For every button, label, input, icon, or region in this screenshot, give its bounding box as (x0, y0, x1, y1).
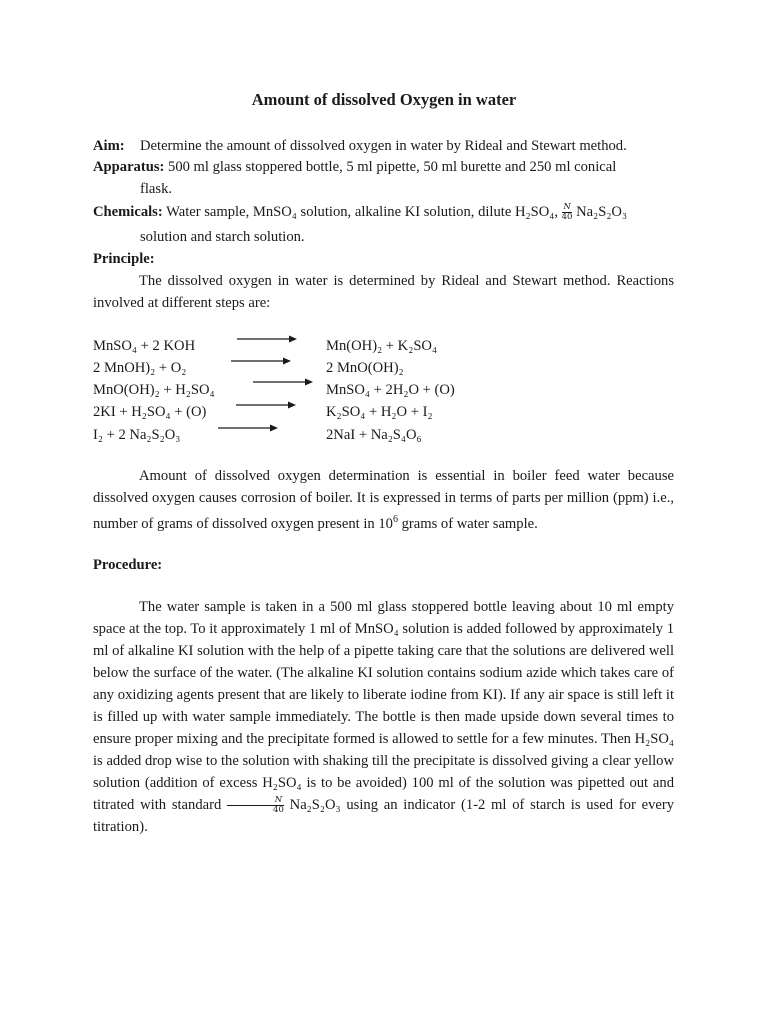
reaction-lhs: 2 MnOH)₂ + O₂ (93, 360, 187, 376)
exponent: 6 (392, 514, 398, 525)
reaction-rhs: K₂SO₄ + H₂O + I₂ (326, 404, 433, 420)
chemicals-reagent: Na₂S₂O₃ (576, 204, 628, 220)
reaction-arrow-icon (237, 334, 297, 344)
apparatus-label: Apparatus: (93, 159, 165, 175)
normality-fraction: $\frac{N}{40}$ (227, 796, 284, 815)
reaction-arrow-icon (218, 423, 278, 433)
principle-paragraph: The dissolved oxygen in water is determined by Rideal and Stewart method. Reactions involved at different steps are: (93, 273, 674, 311)
reaction-lhs: 2KI + H₂SO₄ + (O) (93, 404, 207, 420)
reaction-lhs: I₂ + 2 Na₂S₂O₃ (93, 427, 181, 443)
chemicals-text: Water sample, MnSO₄ solution, alkaline KI solution, dilute H₂SO₄, (166, 204, 558, 220)
aim-label: Aim: (93, 138, 125, 154)
procedure-label: Procedure: (93, 557, 163, 573)
reaction-lhs: MnO(OH)₂ + H₂SO₄ (93, 382, 215, 398)
chemicals-line-1 (93, 203, 627, 222)
reaction-arrow-icon (253, 377, 313, 387)
principle-label: Principle: (93, 251, 155, 267)
reaction-lhs: MnSO₄ + 2 KOH (93, 338, 196, 354)
apparatus-text: 500 ml glass stoppered bottle, 5 ml pipette, 50 ml burette and 250 ml conical (168, 159, 617, 175)
importance-paragraph: Amount of dissolved oxygen determination is essential in boiler feed water because dissolved oxygen causes corrosion of boiler. It is expressed in terms of parts per million (ppm) i.e., number of grams of dissolved oxygen present in $10^6$ grams of water sample. (93, 468, 674, 532)
chemicals-label: Chemicals: (93, 204, 163, 220)
aim-text: Determine the amount of dissolved oxygen in water by Rideal and Stewart method. (140, 138, 627, 154)
reaction-arrow-icon (231, 356, 291, 366)
reaction-rhs: Mn(OH)₂ + K₂SO₄ (326, 338, 438, 354)
procedure-paragraph: The water sample is taken in a 500 ml glass stoppered bottle leaving about 10 ml empty space at the top. To it approximately 1 ml of MnSO₄ solution is added followed by approximately 1 ml of alkaline KI solution with the help of a pipette taking care that the solutions are delivered well below the surface of the water. (The alkaline KI solution contains sodium azide which takes care of any oxidizing agents present that are likely to liberate iodine from KI). If any air space is still left it is filled up with water sample immediately. The bottle is then made upside down several times to ensure proper mixing and the precipitate formed is allowed to settle for a few minutes. Then H₂SO₄ is added drop wise to the solution with shaking till the precipitate is dissolved giving a clear yellow solution (addition of excess H₂SO₄ is to be avoided) 100 ml of the solution was pipetted out and titrated with standard $\frac{N}{40}$ Na₂S₂O₃ using an indicator (1-2 ml of starch is used for every titration). (93, 599, 674, 835)
apparatus-line-2: flask. (140, 181, 173, 197)
reaction-rhs: MnSO₄ + 2H₂O + (O) (326, 382, 455, 398)
normality-fraction: $\frac{N}{40}$ (561, 202, 573, 223)
apparatus-line-1 (93, 158, 616, 176)
reaction-rhs: 2 MnO(OH)₂ (326, 360, 404, 376)
reaction-arrow-icon (236, 400, 296, 410)
reaction-rhs: 2NaI + Na₂S₄O₆ (326, 427, 422, 443)
chemicals-line-2: solution and starch solution. (140, 229, 305, 245)
page-title: Amount of dissolved Oxygen in water (251, 90, 517, 109)
